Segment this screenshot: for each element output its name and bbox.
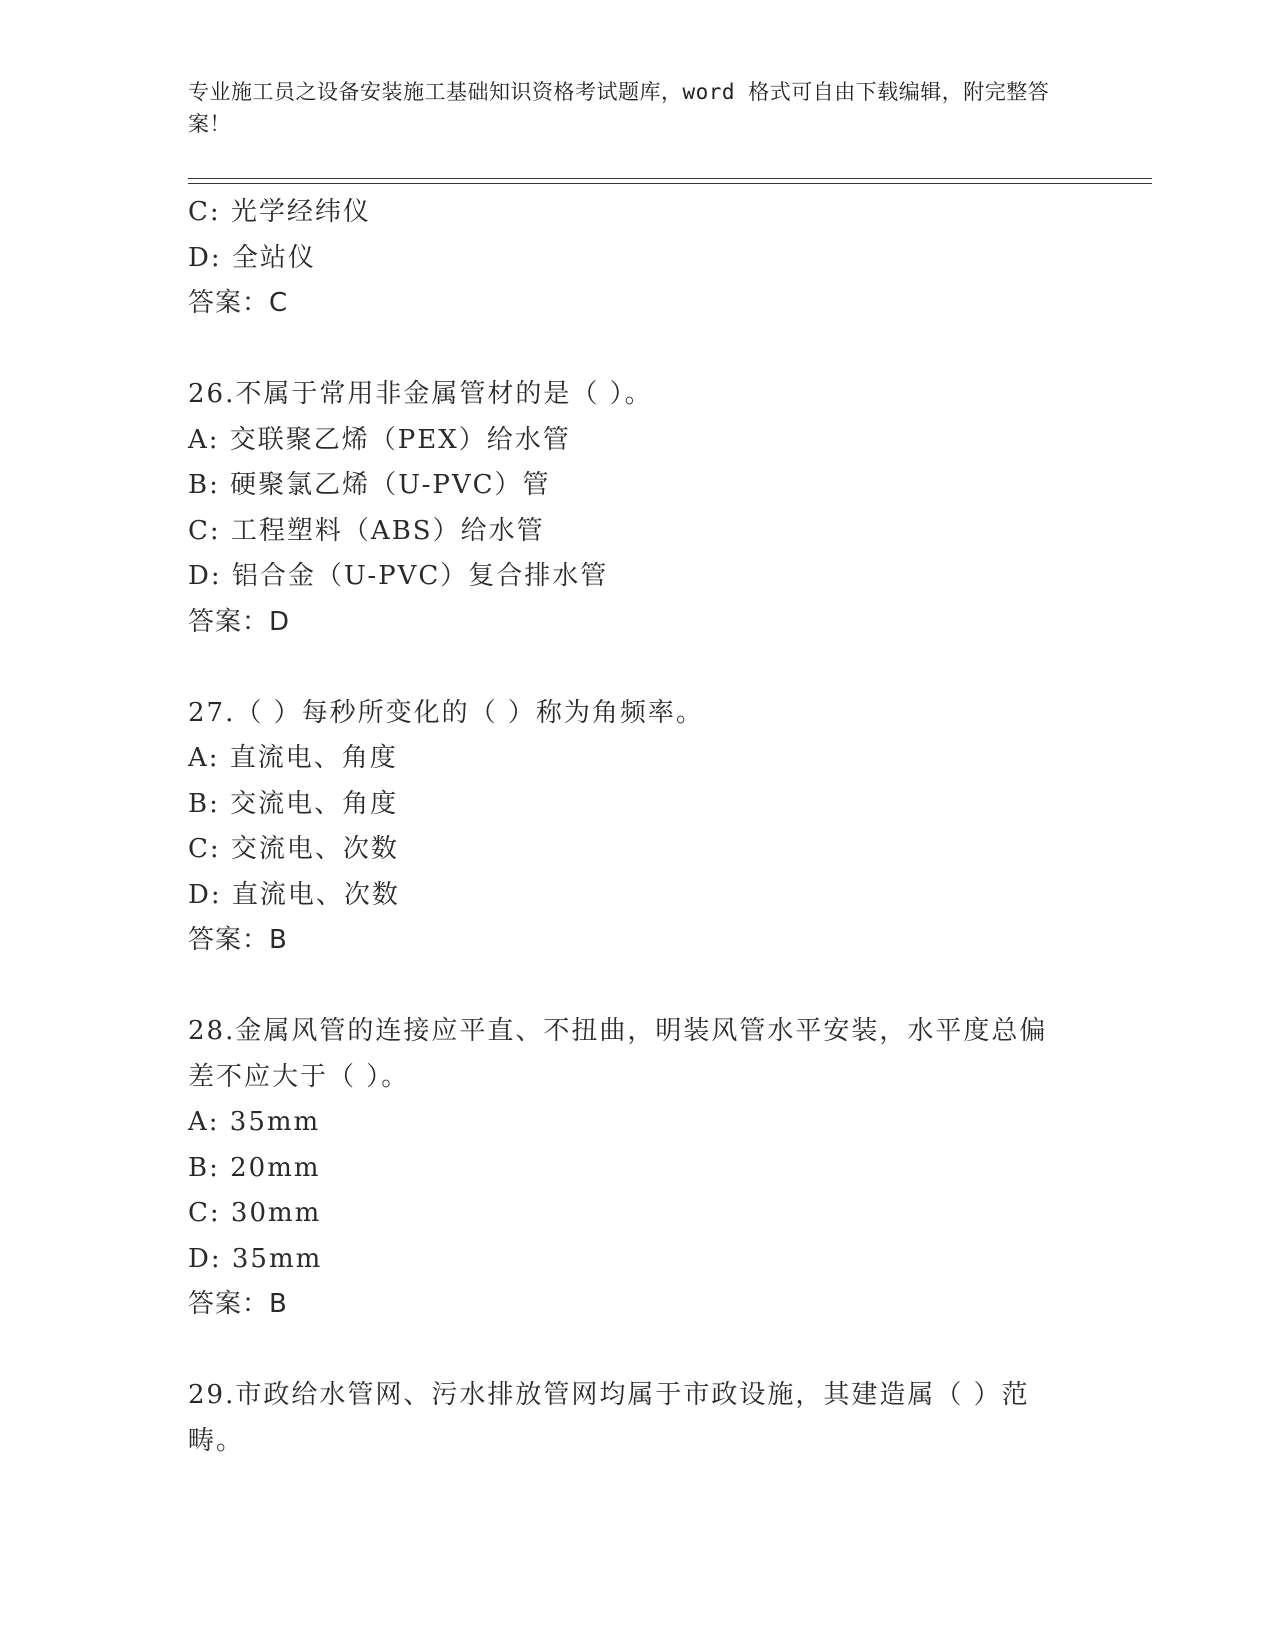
- header-divider-top: [188, 178, 1152, 179]
- question-list: [188, 190, 1088, 1464]
- option-d: D: 铝合金（U-PVC）复合排水管: [188, 561, 609, 591]
- question-text: 27.（ ）每秒所变化的（ ）称为角频率。: [188, 697, 704, 728]
- option-c: C: 光学经纬仪: [188, 197, 371, 227]
- question-text: 26.不属于常用非金属管材的是（ ）。: [188, 379, 653, 409]
- question-block: [188, 190, 1088, 327]
- option-a: A: 35mm: [188, 1107, 321, 1137]
- question-block: [188, 1373, 1088, 1464]
- option-d: D: 35mm: [188, 1243, 323, 1274]
- option-d: D: 全站仪: [188, 242, 316, 273]
- spacer: [188, 1328, 1088, 1374]
- option-a: A: 直流电、角度: [188, 743, 398, 773]
- question-text: 28.金属风管的连接应平直、不扭曲，明装风管水平安装，水平度总偏差不应大于（ ）。: [188, 1016, 1048, 1092]
- answer-line: 答案：D: [188, 606, 291, 637]
- spacer: [188, 327, 1088, 373]
- answer-line: 答案：C: [188, 288, 289, 318]
- question-block: [188, 1009, 1088, 1328]
- document-header: 专业施工员之设备安装施工基础知识资格考试题库，word 格式可自由下载编辑，附完整答案！: [188, 80, 1050, 136]
- answer-line: 答案：B: [188, 925, 288, 955]
- spacer: [188, 964, 1088, 1010]
- spacer: [188, 645, 1088, 691]
- option-b: B: 交流电、角度: [188, 788, 399, 819]
- header-divider-bottom: [188, 183, 1152, 184]
- option-c: C: 30mm: [188, 1198, 322, 1228]
- option-b: B: 硬聚氯乙烯（U-PVC）管: [188, 470, 551, 500]
- question-text: 29.市政给水管网、污水排放管网均属于市政设施，其建造属（ ）范畴。: [188, 1380, 1030, 1456]
- option-c: C: 工程塑料（ABS）给水管: [188, 515, 545, 546]
- question-block: [188, 372, 1088, 645]
- question-block: [188, 691, 1088, 964]
- option-c: C: 交流电、次数: [188, 834, 399, 864]
- answer-line: 答案：B: [188, 1289, 288, 1319]
- option-b: B: 20mm: [188, 1152, 321, 1183]
- option-a: A: 交联聚乙烯（PEX）给水管: [188, 424, 571, 455]
- option-d: D: 直流电、次数: [188, 879, 400, 910]
